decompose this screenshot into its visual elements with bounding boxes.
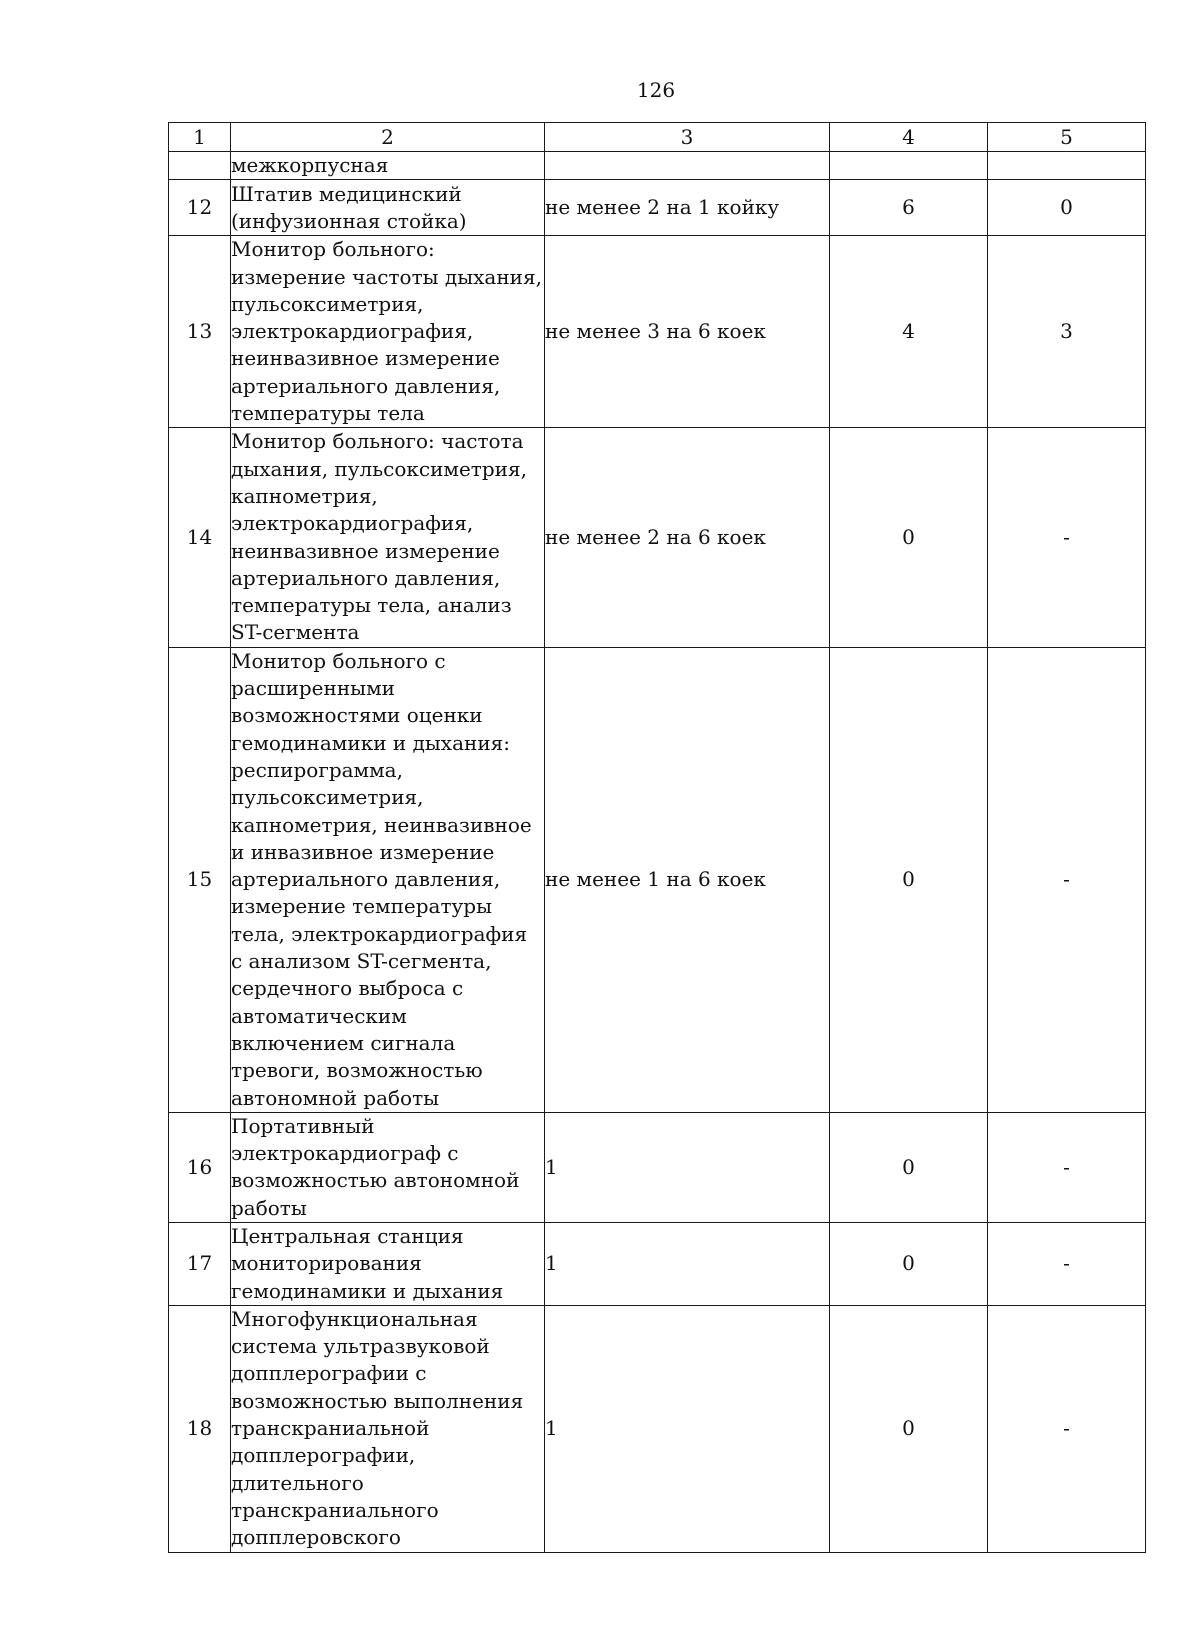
equipment-name: Монитор больного с расширенными возможностями оценки гемодинамики и дыхания: респирограмма, пульсоксиметрия, капнометрия, неинвазивное и инвазивное измерение артериального давления, измерение температуры тела, электрокардиография с анализом ST-сегмента, сердечного выброса с автоматическим включением сигнала тревоги, возможностью автономной работы — [231, 647, 545, 1112]
header-col-3: 3 — [545, 123, 830, 152]
table-row — [169, 1222, 1146, 1305]
norm-value: не менее 3 на 6 коек — [545, 236, 830, 428]
row-number: 14 — [169, 428, 231, 647]
row-number — [169, 152, 231, 180]
required-count: - — [988, 647, 1146, 1112]
required-count: - — [988, 428, 1146, 647]
required-count: - — [988, 1112, 1146, 1222]
header-col-1: 1 — [169, 123, 231, 152]
table-header-row — [169, 123, 1146, 152]
row-number: 16 — [169, 1112, 231, 1222]
norm-value — [545, 152, 830, 180]
table-row — [169, 236, 1146, 428]
equipment-name: Монитор больного: измерение частоты дыхания, пульсоксиметрия, электрокардиография, неинвазивное измерение артериального давления, температуры тела — [231, 236, 545, 428]
available-count: 4 — [830, 236, 988, 428]
required-count: - — [988, 1222, 1146, 1305]
norm-value: не менее 1 на 6 коек — [545, 647, 830, 1112]
table-row — [169, 152, 1146, 180]
header-col-4: 4 — [830, 123, 988, 152]
row-number: 15 — [169, 647, 231, 1112]
equipment-name: Центральная станция мониторирования гемодинамики и дыхания — [231, 1222, 545, 1305]
page-number: 126 — [636, 78, 676, 102]
available-count: 0 — [830, 1305, 988, 1552]
norm-value: не менее 2 на 6 коек — [545, 428, 830, 647]
equipment-name: Монитор больного: частота дыхания, пульсоксиметрия, капнометрия, электрокардиография, неинвазивное измерение артериального давления, температуры тела, анализ ST-сегмента — [231, 428, 545, 647]
equipment-name: Штатив медицинский (инфузионная стойка) — [231, 180, 545, 236]
available-count: 0 — [830, 647, 988, 1112]
required-count: 3 — [988, 236, 1146, 428]
header-col-5: 5 — [988, 123, 1146, 152]
row-number: 17 — [169, 1222, 231, 1305]
equipment-name: Портативный электрокардиограф с возможностью автономной работы — [231, 1112, 545, 1222]
row-number: 12 — [169, 180, 231, 236]
norm-value: не менее 2 на 1 койку — [545, 180, 830, 236]
equipment-name: межкорпусная — [231, 152, 545, 180]
header-col-2: 2 — [231, 123, 545, 152]
norm-value: 1 — [545, 1222, 830, 1305]
table-row — [169, 428, 1146, 647]
equipment-name: Многофункциональная система ультразвуковой допплерографии с возможностью выполнения транскраниальной допплерографии, длительного транскраниального допплеровского — [231, 1305, 545, 1552]
required-count: 0 — [988, 180, 1146, 236]
norm-value: 1 — [545, 1112, 830, 1222]
table-row — [169, 180, 1146, 236]
norm-value: 1 — [545, 1305, 830, 1552]
row-number: 13 — [169, 236, 231, 428]
available-count: 6 — [830, 180, 988, 236]
table-row — [169, 1112, 1146, 1222]
required-count — [988, 152, 1146, 180]
table-row — [169, 1305, 1146, 1552]
available-count: 0 — [830, 1112, 988, 1222]
required-count: - — [988, 1305, 1146, 1552]
available-count: 0 — [830, 428, 988, 647]
row-number: 18 — [169, 1305, 231, 1552]
available-count — [830, 152, 988, 180]
equipment-table — [168, 122, 1146, 1553]
available-count: 0 — [830, 1222, 988, 1305]
table-row — [169, 647, 1146, 1112]
